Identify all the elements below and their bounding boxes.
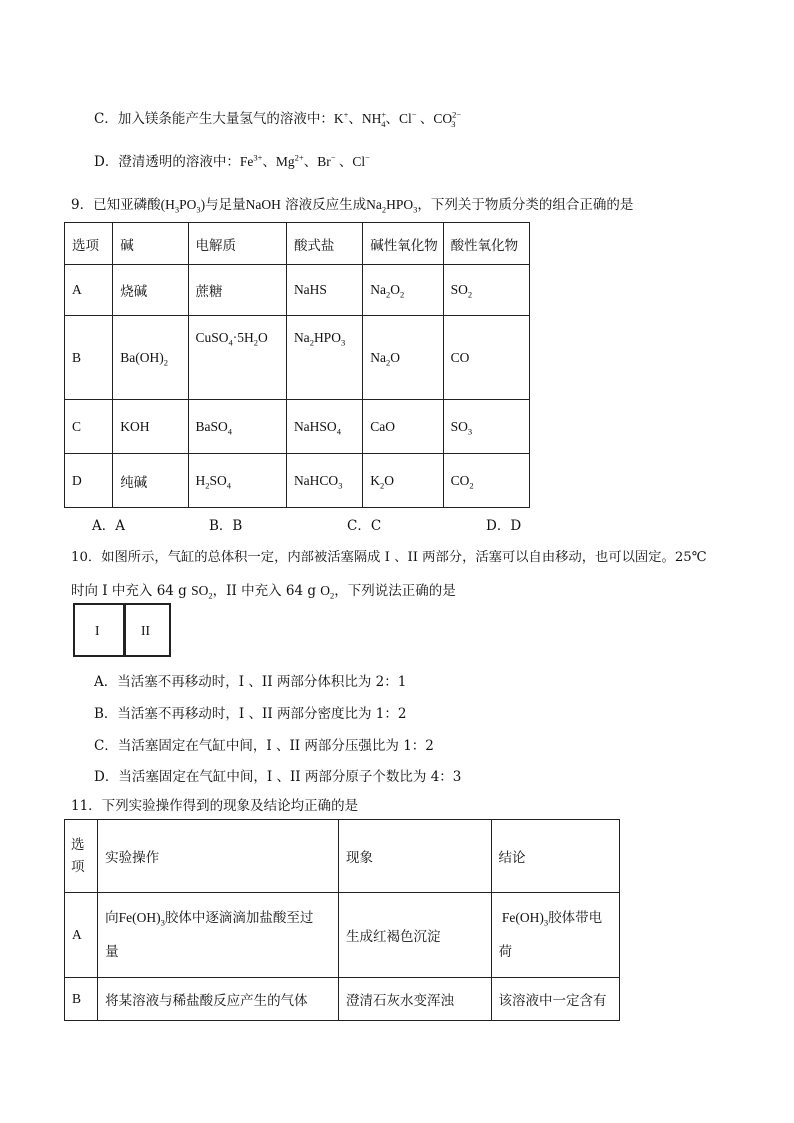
- q10-option-d[interactable]: D．当活塞固定在气缸中间，I 、II 两部分原子个数比为 4：3: [94, 769, 462, 785]
- q9-header-base: 碱: [113, 223, 188, 265]
- table-row: A 向$Fe(OH)_3$胶体中逐滴滴加盐酸至过 量 生成红褐色沉淀 $Fe(OH)_3$胶体带电 荷: [65, 893, 620, 978]
- cylinder-part-i-label: I: [95, 623, 100, 638]
- q8-option-c: [94, 107, 462, 129]
- q9-stem: 9．已知亚磷酸$(H_3PO_3)$与足量NaOH 溶液反应生成$Na_2HPO_3$，下列关于物质分类的组合正确的是: [71, 197, 634, 215]
- q9-choice-d[interactable]: D．D: [486, 518, 522, 534]
- q10-option-c[interactable]: C．当活塞固定在气缸中间，I 、II 两部分压强比为 1：2: [94, 738, 434, 754]
- q9-choice-a[interactable]: A．A: [92, 518, 125, 534]
- q8-option-c-label: C．加入镁条能产生大量氢气的溶液中：: [94, 111, 334, 127]
- q11-header-conclusion: 结论: [491, 820, 619, 893]
- q9-header-option: 选项: [65, 223, 113, 265]
- table-row: C KOH BaSO$_4$ NaHSO$_4$ CaO $SO_3$: [65, 400, 530, 454]
- q9-table: [64, 222, 530, 508]
- q8-option-d: [94, 150, 370, 170]
- q11-stem: 11．下列实验操作得到的现象及结论均正确的是: [71, 798, 359, 814]
- q10-stem-line2: 时向 I 中充入 64 g $SO_2$，II 中充入 64 g $O_2$，下列说法正确的是: [71, 583, 456, 601]
- table-row: B $Ba(OH)_2$ $CuSO_4\cdot 5H_2O$ $Na_2HPO_3$ $Na_2O$ CO: [65, 316, 530, 400]
- q10-option-a[interactable]: A．当活塞不再移动时，I 、II 两部分体积比为 2：1: [94, 674, 407, 690]
- q9-choice-b[interactable]: B．B: [209, 518, 243, 534]
- q8-option-d-ions: $Fe^{3+}$、$Mg^{2+}$、Br− 、Cl−: [239, 152, 370, 169]
- cylinder-diagram: [73, 603, 171, 657]
- q9-choice-c[interactable]: C．C: [347, 518, 382, 534]
- q8-option-d-label: D．澄清透明的溶液中：: [94, 154, 240, 170]
- q11-header-option: 选 项: [65, 820, 98, 893]
- q10-stem-line1: 10．如图所示，气缸的总体积一定，内部被活塞隔成 I 、II 两部分，活塞可以自由移动，也可以固定。25℃: [71, 550, 707, 565]
- q9-header-acid-salt: 酸式盐: [286, 223, 362, 265]
- q11-header-phenomenon: 现象: [338, 820, 491, 893]
- q9-header-basic-oxide: 碱性氧化物: [363, 223, 443, 265]
- q9-header-acidic-oxide: 酸性氧化物: [443, 223, 529, 265]
- table-row: D 纯碱 $H_2SO_4$ NaHCO$_3$ $K_2O$ $CO_2$: [65, 454, 530, 508]
- table-row: B 将某溶液与稀盐酸反应产生的气体 澄清石灰水变浑浊 该溶液中一定含有: [65, 978, 620, 1021]
- q8-option-c-ions: K+、$NH^+_4$、Cl− 、$CO^{2-}_3$: [333, 109, 462, 129]
- q9-header-electrolyte: 电解质: [188, 223, 286, 265]
- piston: [123, 605, 126, 655]
- q11-table: [64, 819, 620, 1021]
- q11-header-operation: 实验操作: [98, 820, 339, 893]
- table-row: A 烧碱 蔗糖 NaHS $Na_2O_2$ $SO_2$: [65, 265, 530, 316]
- cylinder-part-ii-label: II: [141, 623, 150, 638]
- q10-option-b[interactable]: B．当活塞不再移动时，I 、II 两部分密度比为 1：2: [94, 706, 407, 722]
